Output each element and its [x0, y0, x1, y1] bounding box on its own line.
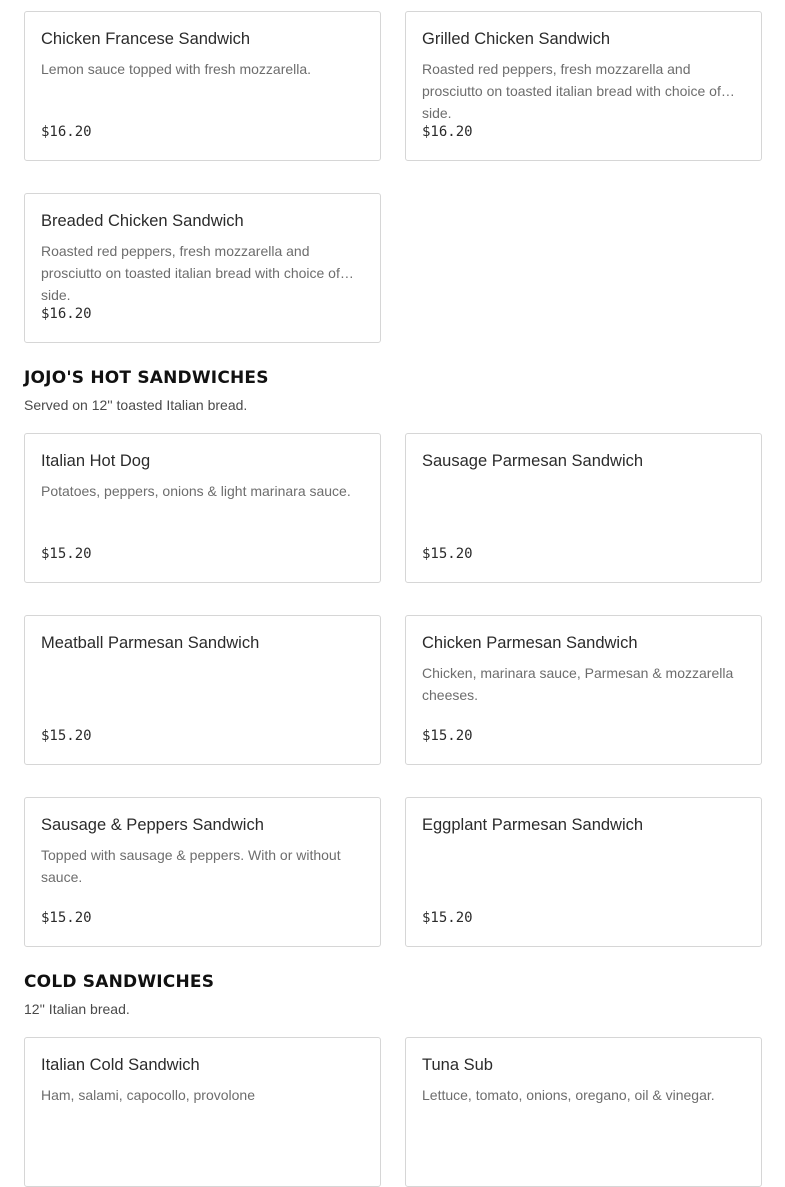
item-name: Tuna Sub: [422, 1056, 493, 1074]
item-description: Roasted red peppers, fresh mozzarella and prosciutto on toasted italian bread with choice of side.: [41, 243, 340, 303]
item-price: $16.20: [422, 124, 473, 140]
item-description: Roasted red peppers, fresh mozzarella and prosciutto on toasted italian bread with choice of side.: [422, 61, 721, 121]
item-price: $15.20: [41, 728, 92, 744]
item-description: Chicken, marinara sauce, Parmesan & mozzarella cheeses.: [422, 665, 734, 703]
item-name: Meatball Parmesan Sandwich: [41, 634, 260, 652]
item-name: Chicken Parmesan Sandwich: [422, 634, 638, 652]
item-price: $15.20: [422, 910, 473, 926]
section-title: COLD SANDWICHES: [24, 972, 215, 992]
item-name: Grilled Chicken Sandwich: [422, 30, 611, 48]
item-name: Sausage Parmesan Sandwich: [422, 452, 644, 470]
menu-item-card[interactable]: [405, 615, 762, 765]
menu-item-card[interactable]: [24, 193, 381, 343]
menu-item-card[interactable]: [24, 797, 381, 947]
menu-item-card[interactable]: [405, 11, 762, 161]
item-price: $16.20: [41, 124, 92, 140]
item-description: Lettuce, tomato, onions, oregano, oil & vinegar.: [422, 1087, 715, 1103]
menu-item-card[interactable]: [405, 797, 762, 947]
item-name: Italian Hot Dog: [41, 452, 151, 470]
item-description: Lemon sauce topped with fresh mozzarella.: [41, 61, 312, 77]
item-name: Italian Cold Sandwich: [41, 1056, 200, 1074]
menu-item-card[interactable]: [24, 615, 381, 765]
menu-item-card[interactable]: [24, 11, 381, 161]
item-price: $15.20: [41, 910, 92, 926]
section-title: JOJO'S HOT SANDWICHES: [24, 368, 269, 388]
item-price: $15.20: [422, 728, 473, 744]
menu-item-card[interactable]: [405, 1037, 762, 1187]
item-name: Sausage & Peppers Sandwich: [41, 816, 264, 834]
menu-item-card[interactable]: [405, 433, 762, 583]
item-price: $16.20: [41, 306, 92, 322]
item-name: Eggplant Parmesan Sandwich: [422, 816, 644, 834]
item-name: Chicken Francese Sandwich: [41, 30, 251, 48]
section-subtitle: Served on 12'' toasted Italian bread.: [24, 397, 248, 413]
menu-item-card[interactable]: [24, 433, 381, 583]
item-description: Potatoes, peppers, onions & light marinara sauce.: [41, 483, 351, 499]
item-description: Ham, salami, capocollo, provolone: [41, 1087, 255, 1103]
section-subtitle: 12'' Italian bread.: [24, 1001, 130, 1017]
item-description: Topped with sausage & peppers. With or without sauce.: [41, 847, 341, 885]
item-price: $15.20: [422, 546, 473, 562]
item-name: Breaded Chicken Sandwich: [41, 212, 244, 230]
menu-item-card[interactable]: [24, 1037, 381, 1187]
item-price: $15.20: [41, 546, 92, 562]
